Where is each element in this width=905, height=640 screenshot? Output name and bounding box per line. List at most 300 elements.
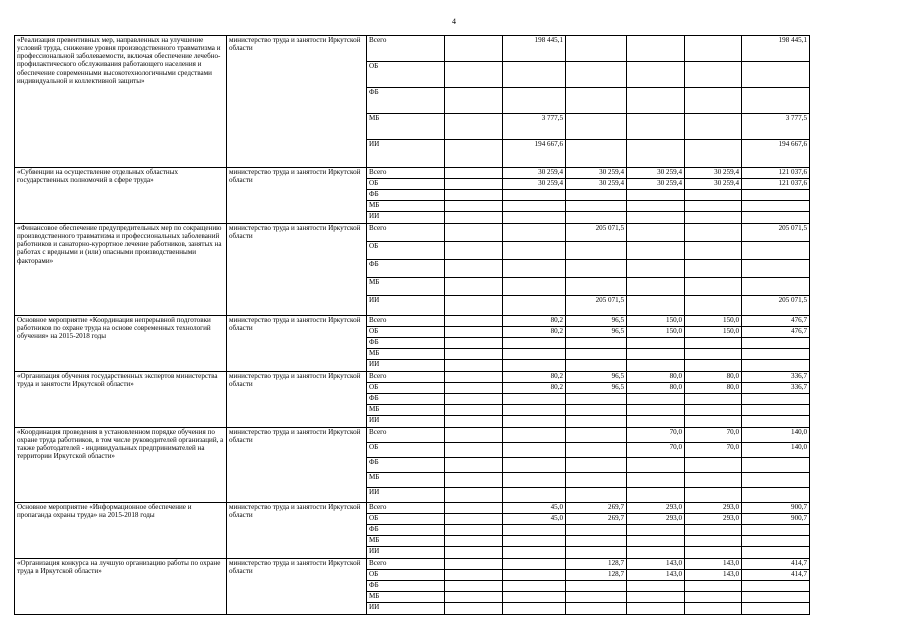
amount-cell [685,190,742,201]
amount-cell [566,488,627,503]
amount-cell [445,190,503,201]
amount-cell [627,140,685,168]
amount-cell [685,592,742,603]
activity-description: Основное мероприятие «Информационное обеспечение и пропаганда охраны труда» на 2015-2018 годы [15,503,227,559]
amount-cell [566,278,627,296]
amount-cell [445,36,503,62]
total-cell: 900,7 [742,503,810,514]
amount-cell [685,260,742,278]
amount-cell: 96,5 [566,383,627,394]
amount-cell [627,349,685,360]
budget-table [14,35,810,615]
amount-cell [445,603,503,615]
total-cell [742,458,810,473]
total-cell [742,242,810,260]
amount-cell [503,296,566,316]
responsible-department: министерство труда и занятости Иркутской области [227,428,367,503]
total-cell: 414,7 [742,570,810,581]
amount-cell: 80,2 [503,316,566,327]
amount-cell: 150,0 [685,327,742,338]
amount-cell [627,242,685,260]
amount-cell [627,603,685,615]
amount-cell [503,443,566,458]
amount-cell: 45,0 [503,514,566,525]
amount-cell [627,224,685,242]
amount-cell [445,62,503,88]
amount-cell [566,36,627,62]
amount-cell [445,316,503,327]
activity-description: «Финансовое обеспечение предупредительных мер по сокращению производственного травматизма и профессиональных заболеваний работников и санаторно-курортное лечение работников, занятых на работах с вредными и (или) опасными производственными факторами» [15,224,227,316]
funding-source: ИИ [367,547,445,559]
funding-source: ОБ [367,383,445,394]
amount-cell [445,242,503,260]
amount-cell [503,360,566,372]
amount-cell [566,190,627,201]
amount-cell [445,338,503,349]
amount-cell [503,405,566,416]
amount-cell: 80,2 [503,372,566,383]
amount-cell [627,416,685,428]
amount-cell [445,327,503,338]
amount-cell [685,394,742,405]
funding-source: МБ [367,473,445,488]
amount-cell [503,458,566,473]
total-cell [742,525,810,536]
amount-cell: 150,0 [627,327,685,338]
funding-source: МБ [367,201,445,212]
amount-cell: 30 259,4 [685,179,742,190]
amount-cell [445,168,503,179]
total-cell [742,394,810,405]
funding-source: МБ [367,114,445,140]
amount-cell [566,62,627,88]
amount-cell: 70,0 [627,428,685,443]
total-cell: 205 071,5 [742,224,810,242]
amount-cell [445,372,503,383]
funding-source: ИИ [367,488,445,503]
table-row [15,36,810,62]
amount-cell: 70,0 [685,443,742,458]
table-row [15,316,810,327]
funding-source: ОБ [367,62,445,88]
amount-cell [685,416,742,428]
amount-cell: 143,0 [627,570,685,581]
funding-source: ИИ [367,416,445,428]
amount-cell [627,190,685,201]
amount-cell [566,603,627,615]
amount-cell [627,36,685,62]
funding-source: МБ [367,536,445,547]
amount-cell [445,179,503,190]
amount-cell [685,473,742,488]
amount-cell [566,473,627,488]
amount-cell [627,458,685,473]
amount-cell: 30 259,4 [503,168,566,179]
amount-cell [503,201,566,212]
amount-cell [685,212,742,224]
amount-cell [445,570,503,581]
responsible-department: министерство труда и занятости Иркутской области [227,316,367,372]
funding-source: ОБ [367,443,445,458]
total-cell: 3 777,5 [742,114,810,140]
amount-cell [566,525,627,536]
amount-cell [503,547,566,559]
amount-cell: 194 667,6 [503,140,566,168]
total-cell: 336,7 [742,383,810,394]
amount-cell [445,488,503,503]
funding-source: МБ [367,592,445,603]
amount-cell [627,114,685,140]
amount-cell [685,296,742,316]
total-cell [742,416,810,428]
amount-cell [445,428,503,443]
amount-cell [566,88,627,114]
amount-cell [503,260,566,278]
amount-cell [627,338,685,349]
amount-cell [627,212,685,224]
amount-cell [445,592,503,603]
total-cell [742,360,810,372]
amount-cell [566,405,627,416]
activity-description: «Координация проведения в установленном порядке обучения по охране труда работников, в том числе руководителей организаций, а также работодателей - индивидуальных предпринимателей на территории Иркутской области» [15,428,227,503]
amount-cell: 205 071,5 [566,224,627,242]
amount-cell [685,360,742,372]
amount-cell [566,114,627,140]
amount-cell: 293,0 [685,514,742,525]
amount-cell [566,458,627,473]
total-cell: 121 037,6 [742,168,810,179]
amount-cell [685,458,742,473]
amount-cell: 30 259,4 [685,168,742,179]
amount-cell [503,278,566,296]
responsible-department: министерство труда и занятости Иркутской области [227,36,367,168]
amount-cell: 96,5 [566,316,627,327]
amount-cell [566,242,627,260]
amount-cell [566,416,627,428]
amount-cell: 150,0 [627,316,685,327]
amount-cell [685,547,742,559]
amount-cell: 80,2 [503,383,566,394]
amount-cell [685,603,742,615]
total-cell [742,581,810,592]
total-cell [742,212,810,224]
amount-cell: 143,0 [627,559,685,570]
activity-description: «Организация конкурса на лучшую организацию работы по охране труда в Иркутской области» [15,559,227,615]
total-cell [742,260,810,278]
amount-cell [627,536,685,547]
amount-cell [566,260,627,278]
total-cell [742,88,810,114]
amount-cell: 80,0 [685,383,742,394]
total-cell: 140,0 [742,443,810,458]
activity-description: «Организация обучения государственных экспертов министерства труда и занятости Иркутской области» [15,372,227,428]
amount-cell [445,559,503,570]
amount-cell [685,114,742,140]
amount-cell [445,212,503,224]
amount-cell: 128,7 [566,559,627,570]
amount-cell [566,212,627,224]
amount-cell [685,338,742,349]
amount-cell [445,360,503,372]
total-cell [742,488,810,503]
amount-cell [445,458,503,473]
amount-cell: 150,0 [685,316,742,327]
amount-cell [685,405,742,416]
amount-cell: 293,0 [627,503,685,514]
funding-source: Всего [367,224,445,242]
amount-cell [445,201,503,212]
funding-source: Всего [367,559,445,570]
total-cell [742,338,810,349]
amount-cell: 269,7 [566,514,627,525]
total-cell [742,62,810,88]
amount-cell [685,525,742,536]
amount-cell [445,405,503,416]
amount-cell [566,140,627,168]
amount-cell [445,114,503,140]
amount-cell: 269,7 [566,503,627,514]
amount-cell: 30 259,4 [627,179,685,190]
amount-cell [503,212,566,224]
amount-cell [685,349,742,360]
total-cell: 205 071,5 [742,296,810,316]
amount-cell [503,488,566,503]
amount-cell [503,592,566,603]
funding-source: МБ [367,349,445,360]
responsible-department: министерство труда и занятости Иркутской области [227,168,367,224]
funding-source: ОБ [367,179,445,190]
amount-cell [566,592,627,603]
amount-cell [627,394,685,405]
amount-cell [566,581,627,592]
amount-cell [566,360,627,372]
total-cell [742,278,810,296]
amount-cell: 143,0 [685,570,742,581]
table-row [15,503,810,514]
amount-cell [503,62,566,88]
amount-cell [685,201,742,212]
funding-source: Всего [367,428,445,443]
amount-cell [503,570,566,581]
total-cell [742,603,810,615]
amount-cell [566,536,627,547]
amount-cell: 80,2 [503,327,566,338]
funding-source: ОБ [367,242,445,260]
amount-cell: 198 445,1 [503,36,566,62]
funding-source: Всего [367,503,445,514]
amount-cell [685,140,742,168]
funding-source: Всего [367,36,445,62]
funding-source: ФБ [367,88,445,114]
amount-cell: 45,0 [503,503,566,514]
amount-cell [445,536,503,547]
amount-cell [445,278,503,296]
amount-cell [503,349,566,360]
amount-cell [445,547,503,559]
activity-description: Основное мероприятие «Координация непрерывной подготовки работников по охране труда на основе современных технологий обучения» на 2015-2018 годы [15,316,227,372]
amount-cell [445,473,503,488]
amount-cell [627,360,685,372]
total-cell: 198 445,1 [742,36,810,62]
amount-cell: 30 259,4 [503,179,566,190]
amount-cell [627,473,685,488]
amount-cell [503,603,566,615]
funding-source: ИИ [367,296,445,316]
amount-cell [445,140,503,168]
amount-cell [627,201,685,212]
amount-cell: 293,0 [685,503,742,514]
amount-cell: 80,0 [627,372,685,383]
amount-cell [627,62,685,88]
page-number: 4 [452,17,456,26]
amount-cell [627,525,685,536]
amount-cell [685,278,742,296]
total-cell [742,201,810,212]
total-cell [742,349,810,360]
amount-cell [503,242,566,260]
amount-cell [503,559,566,570]
amount-cell [445,296,503,316]
amount-cell [627,278,685,296]
amount-cell [627,547,685,559]
amount-cell [685,224,742,242]
amount-cell [685,62,742,88]
total-cell: 140,0 [742,428,810,443]
amount-cell [685,536,742,547]
amount-cell: 70,0 [627,443,685,458]
amount-cell [503,190,566,201]
amount-cell [627,296,685,316]
funding-source: Всего [367,316,445,327]
amount-cell: 30 259,4 [627,168,685,179]
table-row [15,168,810,179]
amount-cell [503,338,566,349]
activity-description: «Реализация превентивных мер, направленных на улучшение условий труда, снижение уровня производственного травматизма и профессиональной заболеваемости, включая обеспечение лечебно-профилактического обслуживания работающего населения и обеспечение современными высокотехнологичными средствами индивидуальной и коллективной защиты» [15,36,227,168]
funding-source: ИИ [367,360,445,372]
funding-source: ФБ [367,260,445,278]
total-cell: 194 667,6 [742,140,810,168]
amount-cell [445,443,503,458]
funding-source: ФБ [367,394,445,405]
amount-cell [566,338,627,349]
amount-cell: 30 259,4 [566,168,627,179]
amount-cell: 3 777,5 [503,114,566,140]
funding-source: Всего [367,372,445,383]
amount-cell: 293,0 [627,514,685,525]
amount-cell [503,473,566,488]
amount-cell [566,349,627,360]
funding-source: МБ [367,278,445,296]
funding-source: ФБ [367,338,445,349]
funding-source: ИИ [367,212,445,224]
amount-cell [503,88,566,114]
amount-cell [445,503,503,514]
amount-cell [445,349,503,360]
amount-cell [445,383,503,394]
amount-cell [445,88,503,114]
amount-cell: 96,5 [566,327,627,338]
amount-cell: 80,0 [685,372,742,383]
amount-cell [445,525,503,536]
amount-cell [627,488,685,503]
amount-cell [627,260,685,278]
funding-source: ФБ [367,458,445,473]
amount-cell: 96,5 [566,372,627,383]
amount-cell [566,201,627,212]
amount-cell [503,581,566,592]
amount-cell: 70,0 [685,428,742,443]
funding-source: Всего [367,168,445,179]
total-cell: 121 037,6 [742,179,810,190]
amount-cell [685,88,742,114]
table-row [15,559,810,570]
total-cell [742,592,810,603]
amount-cell [503,394,566,405]
funding-source: ФБ [367,190,445,201]
total-cell: 900,7 [742,514,810,525]
funding-source: МБ [367,405,445,416]
funding-source: ФБ [367,525,445,536]
amount-cell [685,36,742,62]
total-cell: 476,7 [742,327,810,338]
amount-cell [503,428,566,443]
amount-cell [627,405,685,416]
amount-cell: 80,0 [627,383,685,394]
amount-cell [503,536,566,547]
amount-cell [627,592,685,603]
funding-source: ИИ [367,140,445,168]
responsible-department: министерство труда и занятости Иркутской области [227,372,367,428]
amount-cell [566,443,627,458]
funding-source: ОБ [367,570,445,581]
responsible-department: министерство труда и занятости Иркутской области [227,559,367,615]
funding-source: ИИ [367,603,445,615]
amount-cell [503,224,566,242]
amount-cell [503,416,566,428]
amount-cell [627,88,685,114]
funding-source: ОБ [367,514,445,525]
activity-description: «Субвенции на осуществление отдельных областных государственных полномочий в сфере труда» [15,168,227,224]
amount-cell [627,581,685,592]
amount-cell: 143,0 [685,559,742,570]
responsible-department: министерство труда и занятости Иркутской области [227,224,367,316]
amount-cell [685,242,742,260]
amount-cell: 205 071,5 [566,296,627,316]
amount-cell [445,416,503,428]
table-row [15,428,810,443]
amount-cell [445,581,503,592]
total-cell [742,547,810,559]
amount-cell [566,547,627,559]
table-row [15,224,810,242]
funding-source: ФБ [367,581,445,592]
total-cell [742,190,810,201]
total-cell [742,473,810,488]
funding-source: ОБ [367,327,445,338]
table-row [15,372,810,383]
amount-cell: 30 259,4 [566,179,627,190]
responsible-department: министерство труда и занятости Иркутской области [227,503,367,559]
amount-cell [445,514,503,525]
amount-cell: 128,7 [566,570,627,581]
total-cell: 414,7 [742,559,810,570]
amount-cell [445,224,503,242]
amount-cell [566,394,627,405]
amount-cell [685,488,742,503]
total-cell [742,405,810,416]
total-cell: 336,7 [742,372,810,383]
amount-cell [685,581,742,592]
